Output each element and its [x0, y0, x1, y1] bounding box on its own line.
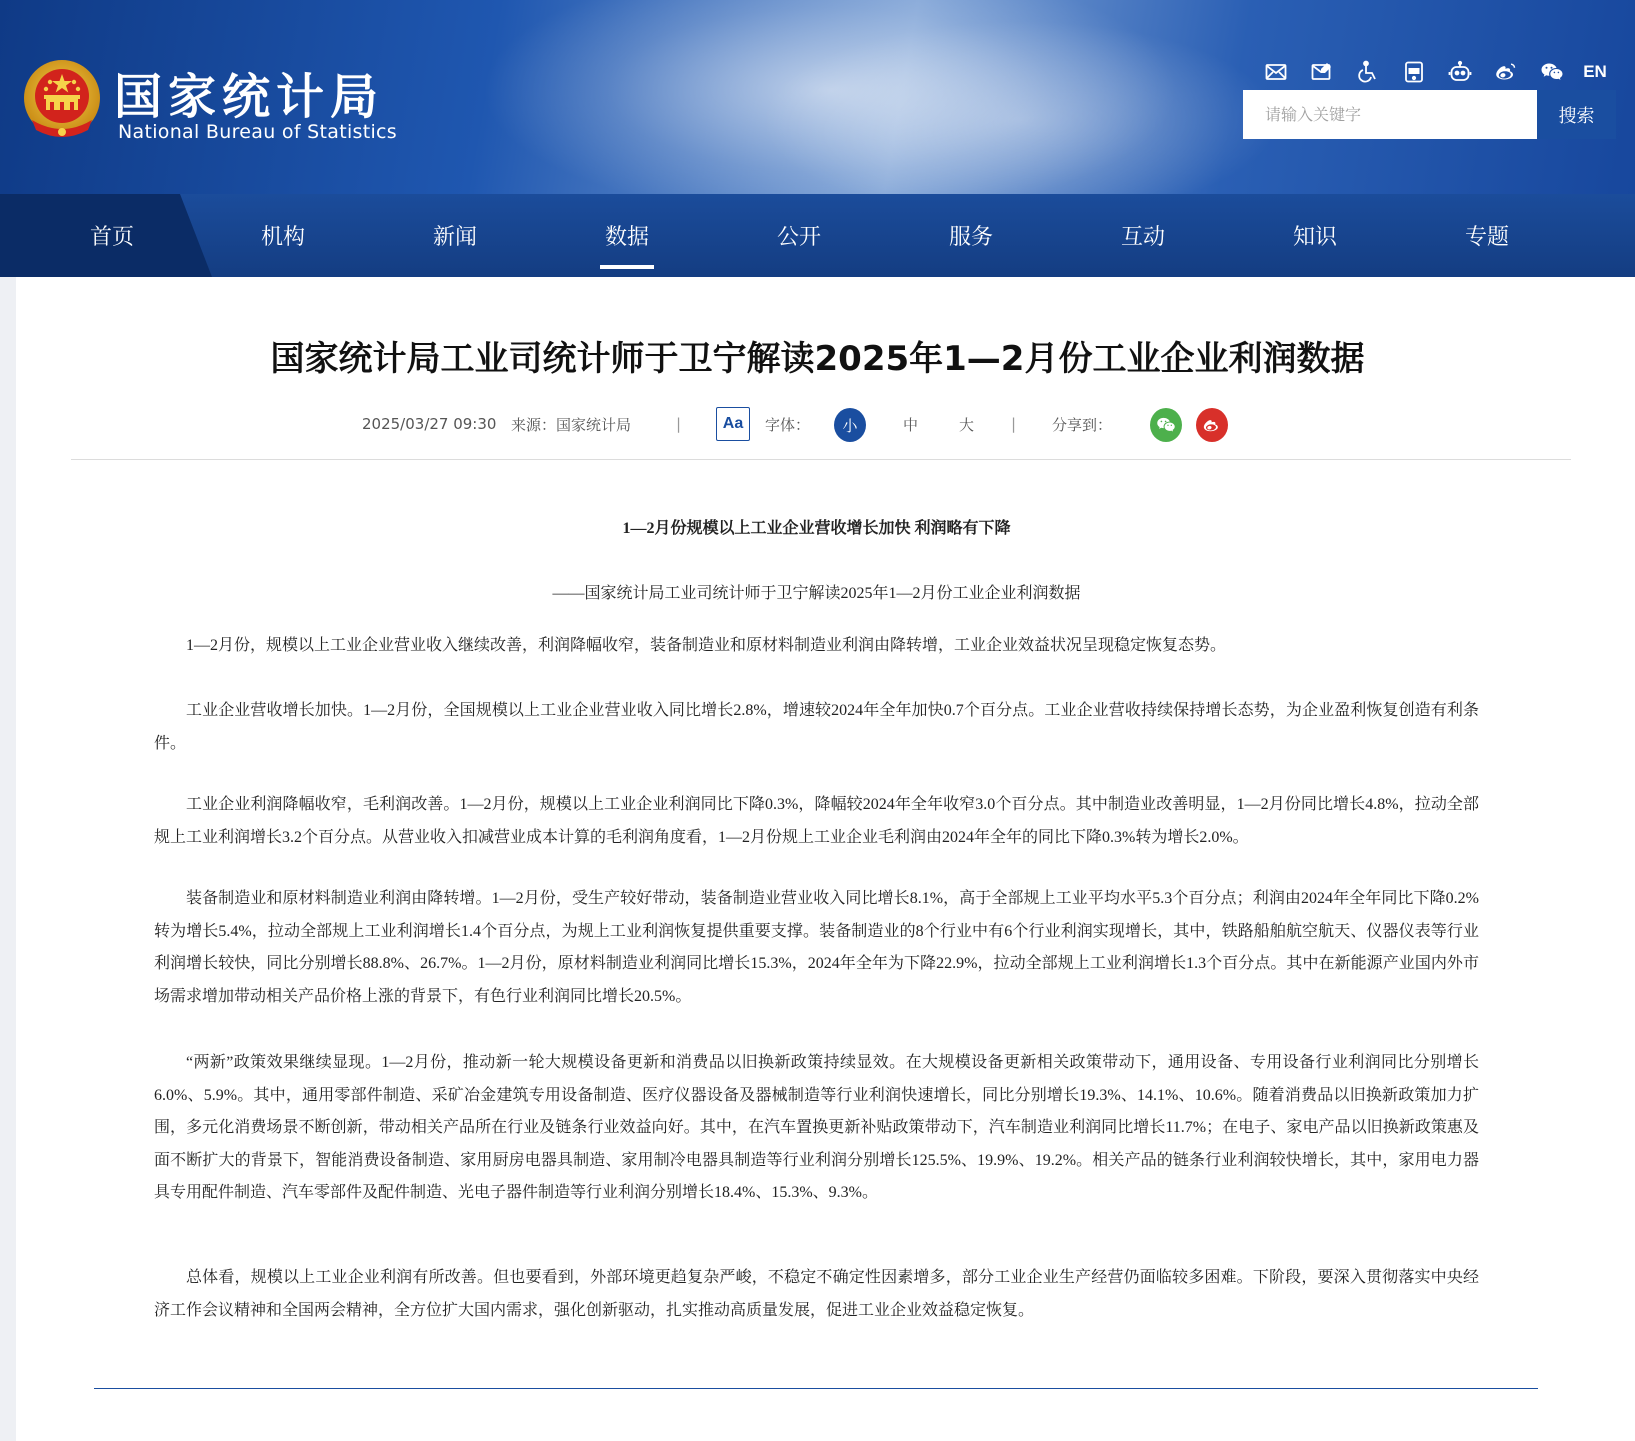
meta-divider: [71, 459, 1571, 460]
mail-icon[interactable]: [1253, 58, 1299, 86]
meta-separator: |: [1011, 415, 1017, 433]
national-emblem-icon[interactable]: [22, 58, 102, 142]
wechat-icon[interactable]: [1529, 58, 1575, 86]
nav-item-interaction[interactable]: 互动: [1120, 225, 1165, 250]
article-headline: 1—2月份规模以上工业企业营收增长加快 利润略有下降: [622, 520, 1011, 537]
app-icon[interactable]: [1391, 58, 1437, 86]
header-toolbar: [1253, 58, 1615, 86]
article-title: 国家统计局工业司统计师于卫宁解读2025年1—2月份工业企业利润数据: [270, 339, 1365, 379]
article-paragraph: 总体看，规模以上工业企业利润有所改善。但也要看到，外部环境更趋复杂严峻，不稳定不确定性因素增多，部分工业企业生产经营仍面临较多困难。下阶段，要深入贯彻落实中央经济工作会议精神和全国两会精神，全方位扩大国内需求，强化创新驱动，扎实推动高质量发展，促进工业企业效益稳定恢复。: [154, 1269, 1479, 1319]
robot-icon[interactable]: [1437, 58, 1483, 86]
article-subheadline: ——国家统计局工业司统计师于卫宁解读2025年1—2月份工业企业利润数据: [552, 585, 1081, 602]
nav-item-knowledge[interactable]: 知识: [1292, 225, 1337, 250]
logo-title-cn[interactable]: 国家统计局: [114, 69, 385, 125]
search-button[interactable]: 搜索: [1537, 90, 1616, 139]
main-nav: [0, 194, 1635, 277]
article-paragraph: 工业企业利润降幅收窄，毛利润改善。1—2月份，规模以上工业企业利润同比下降0.3%，降幅较2024年全年收窄3.0个百分点。其中制造业改善明显，1—2月份同比增长4.8%，拉动全部规上工业利润增长3.2个百分点。从营业收入扣减营业成本计算的毛利润角度看，1—2月份规上工业企业毛利润由2024年全年的同比下降0.3%转为增长2.0%。: [154, 796, 1479, 846]
font-size-medium-button[interactable]: 中: [903, 415, 919, 434]
search-input[interactable]: [1243, 90, 1537, 139]
article-card: [16, 277, 1635, 1441]
share-label: 分享到：: [1052, 415, 1113, 434]
article-paragraph: “两新”政策效果继续显现。1—2月份，推动新一轮大规模设备更新和消费品以旧换新政策持续显效。在大规模设备更新相关政策带动下，通用设备、专用设备行业利润同比分别增长6.0%、5.9%。其中，通用零部件制造、采矿冶金建筑专用设备制造、医疗仪器设备及器械制造等行业利润快速增长，同比分别增长19.3%、14.1%、10.6%。随着消费品以旧换新政策加力扩围，多元化消费场景不断创新，带动相关产品所在行业及链条行业效益向好。其中，在汽车置换更新补贴政策带动下，汽车制造业利润同比增长11.7%；在电子、家电产品以旧换新政策惠及面不断扩大的背景下，智能消费设备制造、家用厨房电器具制造、家用制冷电器具制造等行业利润分别增长125.5%、19.9%、19.2%。相关产品的链条行业利润较快增长，其中，家用电力器具专用配件制造、汽车零部件及配件制造、光电子器件制造等行业利润分别增长18.4%、15.3%、9.3%。: [154, 1054, 1479, 1201]
nav-item-organization[interactable]: 机构: [260, 225, 305, 250]
nav-item-service[interactable]: 服务: [948, 225, 993, 250]
nav-item-data[interactable]: [541, 194, 713, 277]
language-en-link[interactable]: EN: [1583, 62, 1607, 81]
nav-item-home[interactable]: 首页: [89, 225, 134, 250]
site-header: [0, 0, 1635, 200]
meta-separator: |: [676, 415, 682, 433]
font-size-icon: Aa: [716, 407, 750, 441]
nav-item-public[interactable]: 公开: [776, 225, 821, 250]
article-meta: [16, 407, 1619, 441]
logo-title-en[interactable]: National Bureau of Statistics: [118, 121, 398, 143]
accessibility-icon[interactable]: [1345, 58, 1391, 86]
font-size-large-button[interactable]: 大: [959, 415, 975, 434]
publish-datetime: 2025/03/27 09:30: [362, 415, 497, 433]
article-source: 来源：国家统计局: [511, 415, 632, 434]
share-wechat-icon[interactable]: [1150, 408, 1182, 442]
article-paragraph: 装备制造业和原材料制造业利润由降转增。1—2月份，受生产较好带动，装备制造业营业收入同比增长8.1%，高于全部规上工业平均水平5.3个百分点；利润由2024年全年同比下降0.2%转为增长5.4%，拉动全部规上工业利润增长1.4个百分点，为规上工业利润恢复提供重要支撑。装备制造业的8个行业中有6个行业利润实现增长，其中，铁路船舶航空航天、仪器仪表等行业利润增长较快，同比分别增长88.8%、26.7%。1—2月份，原材料制造业利润同比增长15.3%，2024年全年为下降22.9%，拉动全部规上工业利润增长1.3个百分点。其中在新能源产业国内外市场需求增加带动相关产品价格上涨的背景下，有色行业利润同比增长20.5%。: [154, 890, 1479, 1005]
article-paragraph: 1—2月份，规模以上工业企业营业收入继续改善，利润降幅收窄，装备制造业和原材料制造业利润由降转增，工业企业效益状况呈现稳定恢复态势。: [186, 637, 1227, 654]
nav-item-topics[interactable]: 专题: [1464, 225, 1509, 250]
font-size-small-button[interactable]: 小: [834, 408, 866, 442]
article-paragraph: 工业企业营收增长加快。1—2月份，全国规模以上工业企业营业收入同比增长2.8%，增速较2024年全年加快0.7个百分点。工业企业营收持续保持增长态势，为企业盈利恢复创造有利条件。: [154, 702, 1479, 752]
nav-item-data-label: 数据: [604, 225, 649, 250]
footer-divider: [94, 1388, 1538, 1389]
weibo-icon[interactable]: [1483, 58, 1529, 86]
nav-active-indicator: [600, 265, 654, 269]
search-bar: [1243, 90, 1616, 139]
nav-item-news[interactable]: 新闻: [432, 225, 477, 250]
font-size-label: 字体：: [765, 415, 811, 434]
share-weibo-icon[interactable]: [1196, 408, 1228, 442]
mail-edit-icon[interactable]: [1299, 58, 1345, 86]
